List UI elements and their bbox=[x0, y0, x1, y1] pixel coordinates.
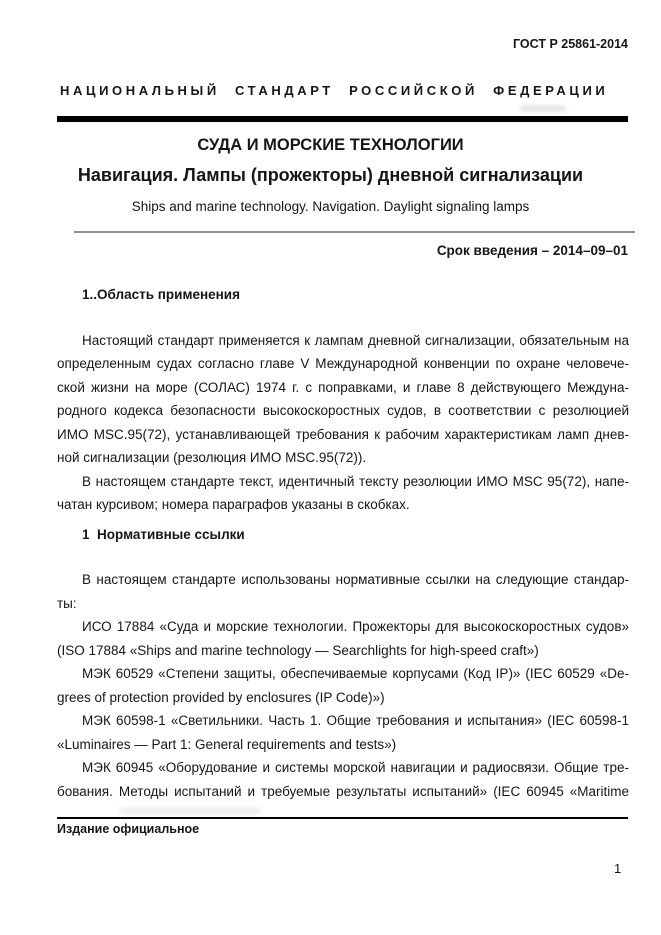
document-title-ru: СУДА И МОРСКИЕ ТЕХНОЛОГИИ bbox=[197, 136, 464, 154]
scan-artifact bbox=[520, 106, 566, 111]
paragraph-line: «Luminaires — Part 1: General requirements and tests») bbox=[57, 736, 397, 752]
paragraph bbox=[57, 568, 629, 615]
paragraph bbox=[57, 329, 629, 470]
paragraph bbox=[57, 470, 629, 517]
paragraph-line: ной сигнализации (резолюция ИМО MSC.95(72)). bbox=[57, 450, 367, 465]
section-heading: 1 Нормативные ссылки bbox=[82, 526, 245, 542]
paragraph-line: МЭК 60945 «Оборудование и системы морской навигации и радиосвязи. Общие тре- bbox=[82, 760, 629, 775]
paragraph-line: родного кодекса безопасности высокоскоростных судов, в соответствии с резолюцией bbox=[57, 403, 629, 418]
paragraph-line: grees of protection provided by enclosures (IP Code)») bbox=[57, 689, 385, 705]
paragraph-line: Настоящий стандарт применяется к лампам дневной сигнализации, обязательным на bbox=[82, 332, 629, 348]
paragraph-line: ты: bbox=[57, 595, 77, 611]
section-heading: 1..Область применения bbox=[82, 287, 240, 302]
paragraph-line: (ISO 17884 «Ships and marine technology — Searchlights for high-speed craft») bbox=[57, 642, 539, 658]
document-subtitle-ru: Навигация. Лампы (прожекторы) дневной сигнализации bbox=[77, 165, 584, 185]
header-rule bbox=[57, 116, 628, 122]
page-number: 1 bbox=[614, 861, 622, 876]
official-edition-note: Издание официальное bbox=[57, 822, 200, 836]
paragraph bbox=[57, 615, 629, 662]
national-standard-header: НАЦИОНАЛЬНЫЙ СТАНДАРТ РОССИЙСКОЙ ФЕДЕРАЦИИ bbox=[60, 83, 609, 98]
paragraph-line: В настоящем стандарте использованы нормативные ссылки на следующие стандар- bbox=[82, 572, 629, 587]
paragraph-line: В настоящем стандарте текст, идентичный тексту резолюции ИМО MSC 95(72), напе- bbox=[82, 473, 629, 489]
paragraph-line: ской жизни на море (СОЛАС) 1974 г. с поправками, и главе 8 действующего Междуна- bbox=[57, 379, 629, 395]
document-title-en: Ships and marine technology. Navigation. Daylight signaling lamps bbox=[131, 199, 530, 214]
paragraph-line: ИМО MSC.95(72), устанавливающей требования к рабочим характеристикам ламп днев- bbox=[57, 426, 629, 442]
paragraph bbox=[57, 709, 629, 756]
paragraph-line: определенным судах согласно главе V Международной конвенции по охране человече- bbox=[57, 356, 629, 371]
document-code: ГОСТ Р 25861-2014 bbox=[512, 37, 628, 51]
scan-artifact bbox=[120, 808, 260, 814]
footer-rule bbox=[57, 817, 628, 819]
paragraph-line: бования. Методы испытаний и требуемые результаты испытаний» (IEC 60945 «Maritime bbox=[57, 783, 629, 799]
paragraph bbox=[57, 662, 629, 709]
title-divider bbox=[74, 231, 635, 233]
body-flow bbox=[57, 283, 629, 803]
paragraph-line: чатан курсивом; номера параграфов указаны в скобках. bbox=[57, 497, 410, 512]
paragraph-line: МЭК 60529 «Степени защиты, обеспечиваемые корпусами (Код IP)» (IEC 60529 «De- bbox=[82, 666, 629, 681]
paragraph bbox=[57, 756, 629, 803]
effective-date: Срок введения – 2014–09–01 bbox=[436, 243, 628, 258]
paragraph-line: ИСО 17884 «Суда и морские технологии. Прожекторы для высокоскоростных судов» bbox=[82, 619, 629, 634]
paragraph-line: МЭК 60598-1 «Светильники. Часть 1. Общие требования и испытания» (IEC 60598-1 bbox=[82, 713, 629, 728]
